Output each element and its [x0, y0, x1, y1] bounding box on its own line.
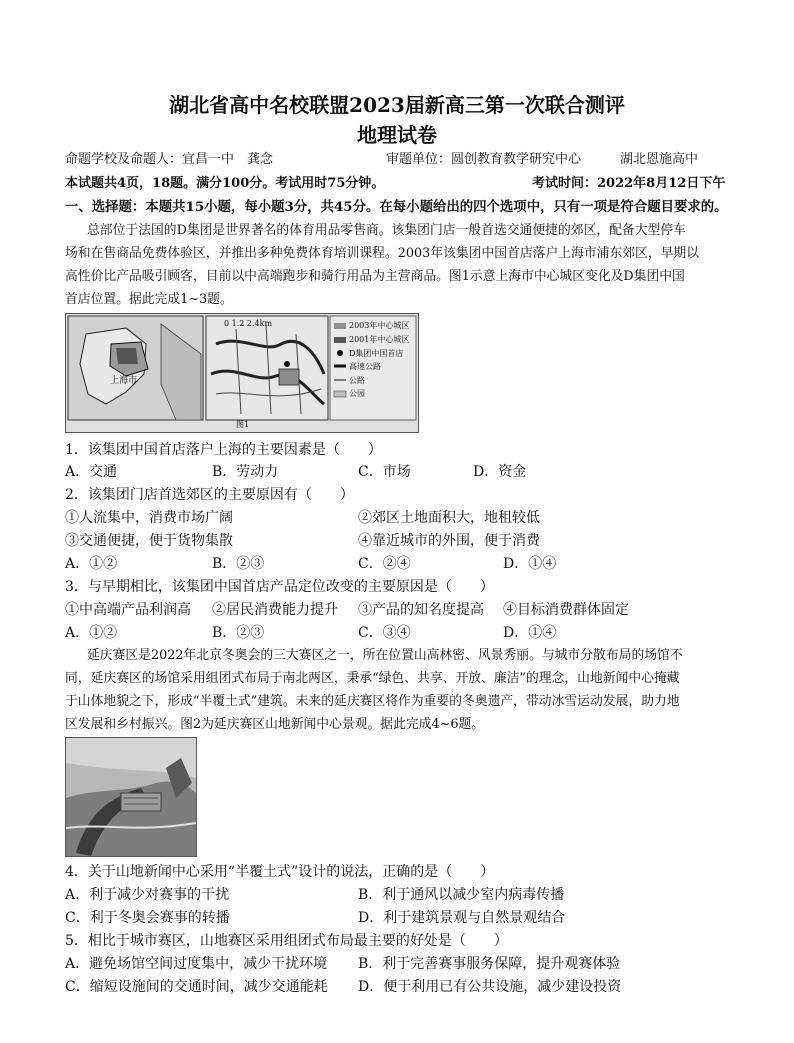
question-1-stem: 1．该集团中国首店落户上海的主要因素是（ ） — [65, 442, 382, 458]
question-3-option-b: B．②③ — [212, 625, 265, 641]
passage-line: 场和在售商品免费体验区，并推出多种免费体育培训课程。2003年该集团中国首店落户上海市浦东郊区，早期以 — [65, 246, 700, 261]
passage-line: 延庆赛区是2022年北京冬奥会的三大赛区之一，所在位置山高林密、风景秀丽。与城市分散布局的场馆不 — [87, 648, 683, 663]
question-2-option-c: C．②④ — [358, 556, 411, 572]
question-3-item: ①中高端产品利润高 — [65, 602, 191, 618]
question-3-item: ③产品的知名度提高 — [358, 602, 484, 618]
figure-2-photo — [65, 737, 197, 857]
author-line: 命题学校及命题人：宜昌一中 龚念 — [65, 152, 274, 167]
question-1-option-d: D．资金 — [473, 464, 527, 480]
passage-line: 高性价比产品吸引顾客，目前以中高端跑步和骑行用品为主营商品。图1示意上海市中心城区变化及D集团中国 — [65, 269, 685, 284]
legend-item: 2003年中心城区 — [349, 321, 410, 330]
question-2-option-b: B．②③ — [212, 556, 265, 572]
section-heading: 一、选择题：本题共15小题，每小题3分，共45分。在每小题给出的四个选项中，只有一项是符合题目要求的。 — [65, 199, 728, 215]
legend-item: D集团中国首店 — [349, 349, 404, 358]
question-5-option-d: D．便于利用已有公共设施，减少建设投资 — [358, 979, 622, 995]
question-3-item: ④目标消费群体固定 — [503, 602, 629, 618]
news-center-photo — [66, 738, 196, 856]
question-4-option-c: C．利于冬奥会赛事的转播 — [65, 910, 230, 926]
question-3-option-a: A．①② — [65, 625, 118, 641]
question-2-item: ③交通便捷，便于货物集散 — [65, 533, 233, 549]
exam-subject: 地理试卷 — [357, 123, 437, 147]
question-4-option-d: D．利于建筑景观与自然景观结合 — [358, 910, 566, 926]
exam-time: 考试时间：2022年8月12日下午 — [532, 176, 726, 191]
question-1-option-b: B．劳动力 — [212, 464, 279, 480]
passage-line: 首店位置。据此完成1~3题。 — [65, 292, 233, 307]
question-3-option-c: C．③④ — [358, 625, 411, 641]
figure-1-drawing — [66, 314, 418, 432]
legend-item: 2001年中心城区 — [349, 335, 410, 344]
question-1-option-a: A．交通 — [65, 464, 118, 480]
scale-bar: 0 1.2 2.4km — [224, 319, 273, 328]
figure-caption: 图1 — [236, 420, 250, 429]
passage-line: 于山体地貌之下，形成“半覆土式”建筑。未来的延庆赛区将作为重要的冬奥遗产，带动冰雪运动发展，助力地 — [65, 694, 680, 709]
passage-line: 同，延庆赛区的场馆采用组团式布局于南北两区，秉承“绿色、共享、开放、廉洁”的理念，山地新闻中心掩藏 — [65, 671, 680, 686]
legend-item: 高速公路 — [349, 362, 381, 371]
question-2-option-a: A．①② — [65, 556, 118, 572]
question-4-stem: 4．关于山地新闻中心采用“半覆土式”设计的说法，正确的是（ ） — [65, 864, 495, 880]
question-2-stem: 2．该集团门店首选郊区的主要原因有（ ） — [65, 487, 354, 503]
figure-1-map — [65, 313, 419, 433]
question-4-option-a: A．利于减少对赛事的干扰 — [65, 887, 230, 903]
question-3-option-d: D．①④ — [503, 625, 557, 641]
passage-line: 总部位于法国的D集团是世界著名的体育用品零售商。该集团门店一般首选交通便捷的郊区，配备大型停车 — [87, 223, 686, 238]
city-label: 上海市 — [110, 376, 138, 386]
question-2-item: ①人流集中，消费市场广阔 — [65, 510, 233, 526]
question-5-option-a: A．避免场馆空间过度集中，减少干扰环境 — [65, 956, 328, 972]
question-5-option-b: B．利于完善赛事服务保障，提升观赛体验 — [358, 956, 621, 972]
question-5-stem: 5．相比于城市赛区，山地赛区采用组团式布局最主要的好处是（ ） — [65, 933, 508, 949]
question-1-option-c: C．市场 — [358, 464, 411, 480]
question-2-item: ②郊区土地面积大，地租较低 — [358, 510, 540, 526]
review-unit: 审题单位：圆创教育教学研究中心 湖北恩施高中 — [386, 152, 699, 167]
question-3-item: ②居民消费能力提升 — [212, 602, 338, 618]
passage-line: 区发展和乡村振兴。图2为延庆赛区山地新闻中心景观。据此完成4~6题。 — [65, 717, 485, 732]
question-2-item: ④靠近城市的外围，便于消费 — [358, 533, 540, 549]
exam-info: 本试题共4页，18题。满分100分。考试用时75分钟。 — [65, 176, 385, 191]
question-3-stem: 3．与早期相比，该集团中国首店产品定位改变的主要原因是（ ） — [65, 579, 494, 595]
legend-item: 公路 — [349, 376, 365, 385]
question-4-option-b: B．利于通风以减少室内病毒传播 — [358, 887, 565, 903]
exam-title: 湖北省高中名校联盟2023届新高三第一次联合测评 — [169, 93, 625, 117]
legend-item: 公园 — [349, 389, 365, 398]
question-5-option-c: C．缩短设施间的交通时间，减少交通能耗 — [65, 979, 328, 995]
question-2-option-d: D．①④ — [503, 556, 557, 572]
